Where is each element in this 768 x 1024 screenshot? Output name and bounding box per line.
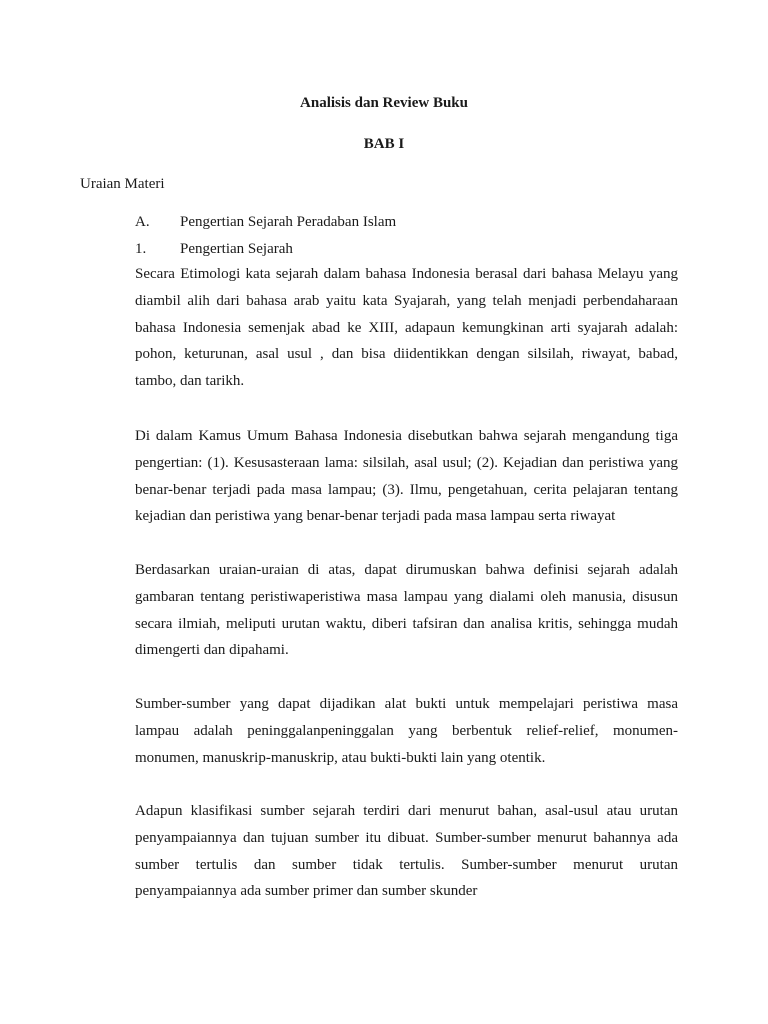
paragraph-line: pohon, keturunan, asal usul , dan bisa diidentikkan dengan silsilah, riwayat, babad,	[135, 346, 678, 363]
paragraph-sumber	[135, 694, 678, 774]
list-item-text: Pengertian Sejarah Peradaban Islam	[180, 214, 397, 230]
list-item-number: A.	[135, 214, 150, 230]
paragraph-etimologi	[135, 264, 678, 398]
paragraph-line: diambil alih dari bahasa arab yaitu kata Syajarah, yang telah menjadi perbendaharaan	[135, 292, 678, 309]
paragraph-line: Sumber-sumber yang dapat dijadikan alat bukti untuk mempelajari peristiwa masa	[135, 696, 678, 712]
list-item-1	[135, 240, 293, 258]
list-item-a	[135, 213, 396, 231]
paragraph-line: sumber tertulis dan sumber tidak tertulis. Sumber-sumber menurut urutan	[135, 856, 678, 873]
paragraph-line: Secara Etimologi kata sejarah dalam bahasa Indonesia berasal dari bahasa Melayu yang	[135, 266, 678, 282]
list-item-text: Pengertian Sejarah	[180, 241, 293, 257]
paragraph-line: Adapun klasifikasi sumber sejarah terdiri dari menurut bahan, asal-usul atau urutan	[135, 803, 678, 819]
paragraph-klasifikasi	[135, 801, 678, 908]
paragraph-line: tambo, dan tarikh.	[135, 373, 245, 390]
paragraph-line: Di dalam Kamus Umum Bahasa Indonesia disebutkan bahwa sejarah mengandung tiga	[135, 428, 678, 444]
paragraph-line: lampau adalah peninggalanpeninggalan yang berbentuk relief-relief, monumen-	[135, 722, 678, 739]
paragraph-line: dimengerti dan dipahami.	[135, 642, 289, 659]
paragraph-line: penyampaiannya dan tujuan sumber itu dibuat. Sumber-sumber menurut bahannya ada	[135, 829, 678, 846]
section-label: Uraian Materi	[80, 176, 165, 192]
document-title: Analisis dan Review Buku	[300, 95, 468, 111]
paragraph-line: gambaran tentang peristiwaperistiwa masa lampau yang dialami oleh manusia, disusun	[135, 588, 678, 605]
paragraph-line: pengertian: (1). Kesusasteraan lama: silsilah, asal usul; (2). Kejadian dan peristiwa yang	[135, 454, 678, 471]
paragraph-line: secara ilmiah, meliputi urutan waktu, diberi tafsiran dan analisa kritis, sehingga mudah	[135, 615, 678, 632]
paragraph-definisi	[135, 560, 678, 667]
paragraph-line: kejadian dan peristiwa yang benar-benar terjadi pada masa lampau serta riwayat	[135, 508, 616, 525]
paragraph-line: penyampaiannya ada sumber primer dan sumber skunder	[135, 883, 478, 900]
list-item-number: 1.	[135, 241, 147, 257]
paragraph-line: monumen, manuskrip-manuskrip, atau bukti-bukti lain yang otentik.	[135, 749, 546, 766]
paragraph-line: Berdasarkan uraian-uraian di atas, dapat dirumuskan bahwa definisi sejarah adalah	[135, 562, 678, 578]
paragraph-kamus	[135, 426, 678, 533]
paragraph-line: bahasa Indonesia semenjak abad ke XIII, adapaun kemungkinan arti syajarah adalah:	[135, 319, 678, 336]
chapter-heading: BAB I	[363, 136, 405, 152]
paragraph-line: benar-benar terjadi pada masa lampau; (3). Ilmu, pengetahuan, cerita pelajaran tentang	[135, 481, 678, 498]
